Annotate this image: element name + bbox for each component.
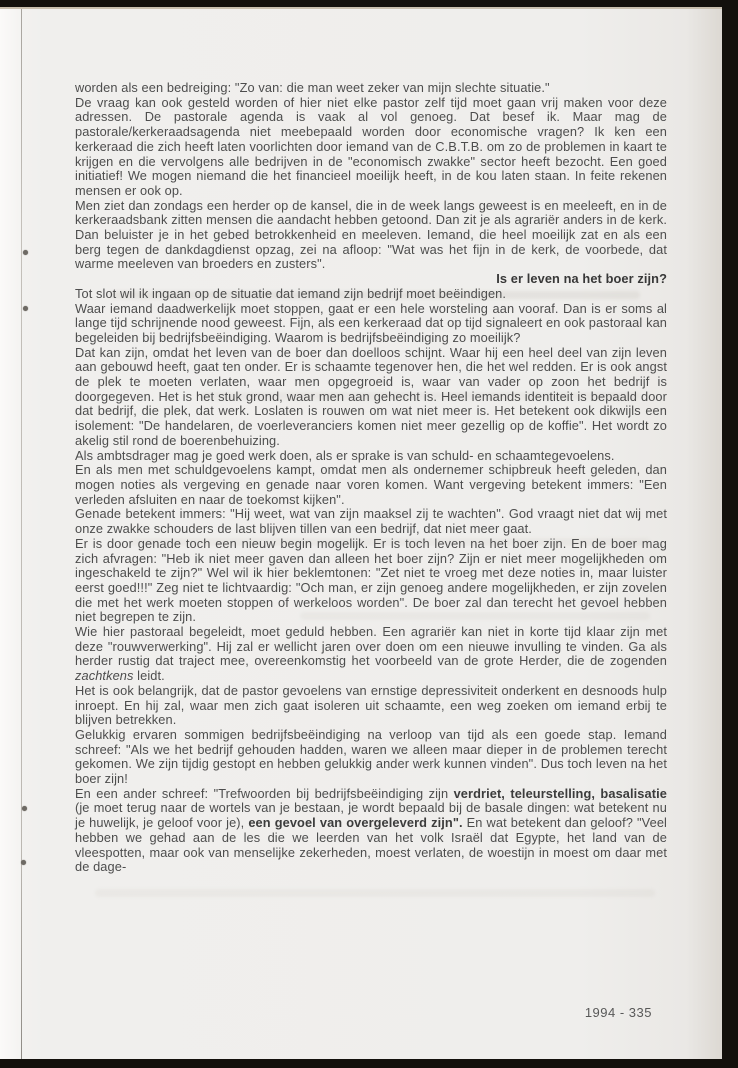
paragraph bbox=[75, 463, 667, 507]
paragraph bbox=[75, 684, 667, 728]
binding-dot bbox=[21, 860, 26, 865]
scanned-page bbox=[0, 7, 722, 1059]
paragraph bbox=[75, 449, 667, 464]
text-run: Tot slot wil ik ingaan op de situatie dat iemand zijn bedrijf moet beëindigen. bbox=[75, 285, 507, 301]
text-run: Genade betekent immers: "Hij weet, wat van zijn maaksel zij te wachten". God vraagt niet dat wij met onze zwakke schouders de last blijven tillen van een bedrijf, dat niet meer gaat. bbox=[75, 506, 667, 537]
text-run: En een ander schreef: "Trefwoorden bij bedrijfsbeëindiging zijn bbox=[75, 785, 454, 801]
text-run: Als ambtsdrager mag je goed werk doen, als er sprake is van schuld- en schaamtegevoelens. bbox=[75, 447, 615, 463]
text-run: Is er leven na het boer zijn? bbox=[496, 271, 667, 287]
page-number-label: 1994 - 335 bbox=[584, 1005, 652, 1020]
binding-dot bbox=[23, 306, 28, 311]
text-run: Dat kan zijn, omdat het leven van de boer dan doelloos schijnt. Waar hij een heel deel van zijn leven aan gebouwd heeft, gaat ten onder. Er is schaamte tegenover hen, die het wel redden. Er is ook angst de plek te moeten verlaten, waar men opgegroeid is, waar van vader op zoon het bedrijf is doorgegeven. Het is het stuk grond, waar men aan gehecht is. Heel iemands identiteit is bepaald door dat bedrijf, die plek, dat werk. Loslaten is rouwen om wat niet meer is. Het betekent ook dikwijls een isolement: "De handelaren, de voerleveranciers komen niet meer gezellig op de koffie". Het wordt zo akelig stil rond de boerenbehuizing. bbox=[75, 344, 667, 448]
italic-text-run: zachtkens bbox=[75, 668, 134, 684]
paragraph bbox=[75, 346, 667, 449]
section-heading bbox=[75, 272, 667, 287]
paragraph bbox=[75, 625, 667, 684]
paragraph bbox=[75, 537, 667, 625]
text-run: Gelukkig ervaren sommigen bedrijfsbeëindiging na verloop van tijd als een goede stap. Iemand schreef: "Als we het bedrijf gehouden hadden, waren we alleen maar dieper in de problemen terecht gekomen. We zijn tijdig gestopt en hebben gelukkig ander werk kunnen vinden". Dus toch leven na het boer zijn! bbox=[75, 726, 667, 787]
paragraph bbox=[75, 287, 667, 302]
text-run: En als men met schuldgevoelens kampt, omdat men als ondernemer schipbreuk heeft geleden, dan mogen noties als vergeving en genade naar voren komen. Want vergeving betekent immers: "Een verleden afsluiten en naar de toekomst kijken". bbox=[75, 462, 667, 507]
text-run: De vraag kan ook gesteld worden of hier niet elke pastor zelf tijd moet gaan vrij maken voor deze adressen. De pastorale agenda is vaak al vol genoeg. Dat besef ik. Maar mag de pastorale/kerkeraadsagenda niet meebepaald worden door economische vragen? Ik ken een kerkeraad die zich heeft laten voorlichten door iemand van de C.B.T.B. om zo de problemen in kaart te krijgen en die vervolgens alle bedrijven in de "economisch zwakke" sector heeft bezocht. Een goed initiatief! We mogen niemand die het financieel moeilijk heeft, in de kou laten staan. In feite rekenen mensen er ook op. bbox=[75, 94, 667, 198]
binding-dot bbox=[22, 806, 27, 811]
text-run: Men ziet dan zondags een herder op de kansel, die in de week langs geweest is en meeleeft, en in de kerkeraadsbank zitten mensen die aandacht hebben getoond. Dan zit je als agrariër anders in de kerk. Dan beluister je in het gebed betrokkenheid en meeleven. Iemand, die heel moeilijk zat en als een berg tegen de dankdagdienst opzag, zei na afloop: "Wat was het fijn in de kerk, de voorbede, dat warme meeleven van broeders en zusters". bbox=[75, 197, 667, 272]
text-run: (je moet terug naar de wortels van je bestaan, je wordt bepaald bij de basale dingen: wat betekent nu je huwelijk, je geloof voor je), bbox=[75, 800, 667, 831]
paragraph bbox=[75, 507, 667, 536]
article-text-column bbox=[75, 81, 667, 875]
text-run: Waar iemand daadwerkelijk moet stoppen, gaat er een hele worsteling aan vooraf. Dan is er soms al lange tijd schrijnende nood geweest. Fijn, als een kerkeraad dat op tijd signaleert en ook pastoraal kan begeleiden bij bedrijfsbeëindiging. Waarom is bedrijfsbeëindiging zo moeilijk? bbox=[75, 300, 667, 345]
paragraph bbox=[75, 199, 667, 273]
text-run: Er is door genade toch een nieuw begin mogelijk. Er is toch leven na het boer zijn. En de boer mag zich afvragen: "Heb ik niet meer gaven dan alleen het boer zijn? Zijn er niet meer mogelijkheden om ingeschakeld te zijn?" Wel wil ik hier beklemtonen: "Zet niet te vroeg met deze noties in, maar luister eerst goed!!!" Zeg niet te lichtvaardig: "Och man, er zijn genoeg andere mogelijkheden, er zijn zovelen die met het werk moeten stoppen of werkeloos worden". De boer zal dan terecht het gevoel hebben niet begrepen te zijn. bbox=[75, 535, 667, 625]
paragraph bbox=[75, 81, 667, 96]
bold-text-run: een gevoel van overgeleverd zijn". bbox=[248, 815, 463, 831]
text-run: worden als een bedreiging: "Zo van: die man weet zeker van mijn slechte situatie." bbox=[75, 80, 550, 95]
text-run: Het is ook belangrijk, dat de pastor gevoelens van ernstige depressiviteit onderkent en desnoods hulp inroept. En hij zal, waar men zich gaat isoleren uit schaamte, een weg zoeken om iemand erbij te blijven betrekken. bbox=[75, 682, 667, 728]
text-run: leidt. bbox=[133, 668, 165, 684]
bold-text-run: verdriet, teleurstelling, basalisatie bbox=[453, 785, 667, 801]
binding-dot bbox=[23, 250, 28, 255]
paragraph bbox=[75, 787, 667, 875]
page-binding-edge bbox=[21, 9, 22, 1059]
text-run: Wie hier pastoraal begeleidt, moet geduld hebben. Een agrariër kan niet in korte tijd klaar zijn met deze "rouwverwerking". Hij zal er wellicht jaren over doen om een nieuwe invulling te vinden. Ga als herder rustig dat traject mee, overeenkomstig het voorbeeld van de grote Herder, die de zogenden bbox=[75, 624, 667, 669]
paragraph bbox=[75, 96, 667, 199]
bleed-through-artifact bbox=[95, 889, 655, 897]
text-run: En wat betekent dan geloof? "Veel hebben we gehad aan de les die we leerden van het volk Israël dat Egypte, het land van de vleespotten, maar ook van menselijke zekerheden, moest verlaten, de woestijn in moest om daar met de dage- bbox=[75, 815, 667, 875]
paragraph bbox=[75, 302, 667, 346]
page-left-margin bbox=[0, 9, 21, 1059]
paragraph bbox=[75, 728, 667, 787]
